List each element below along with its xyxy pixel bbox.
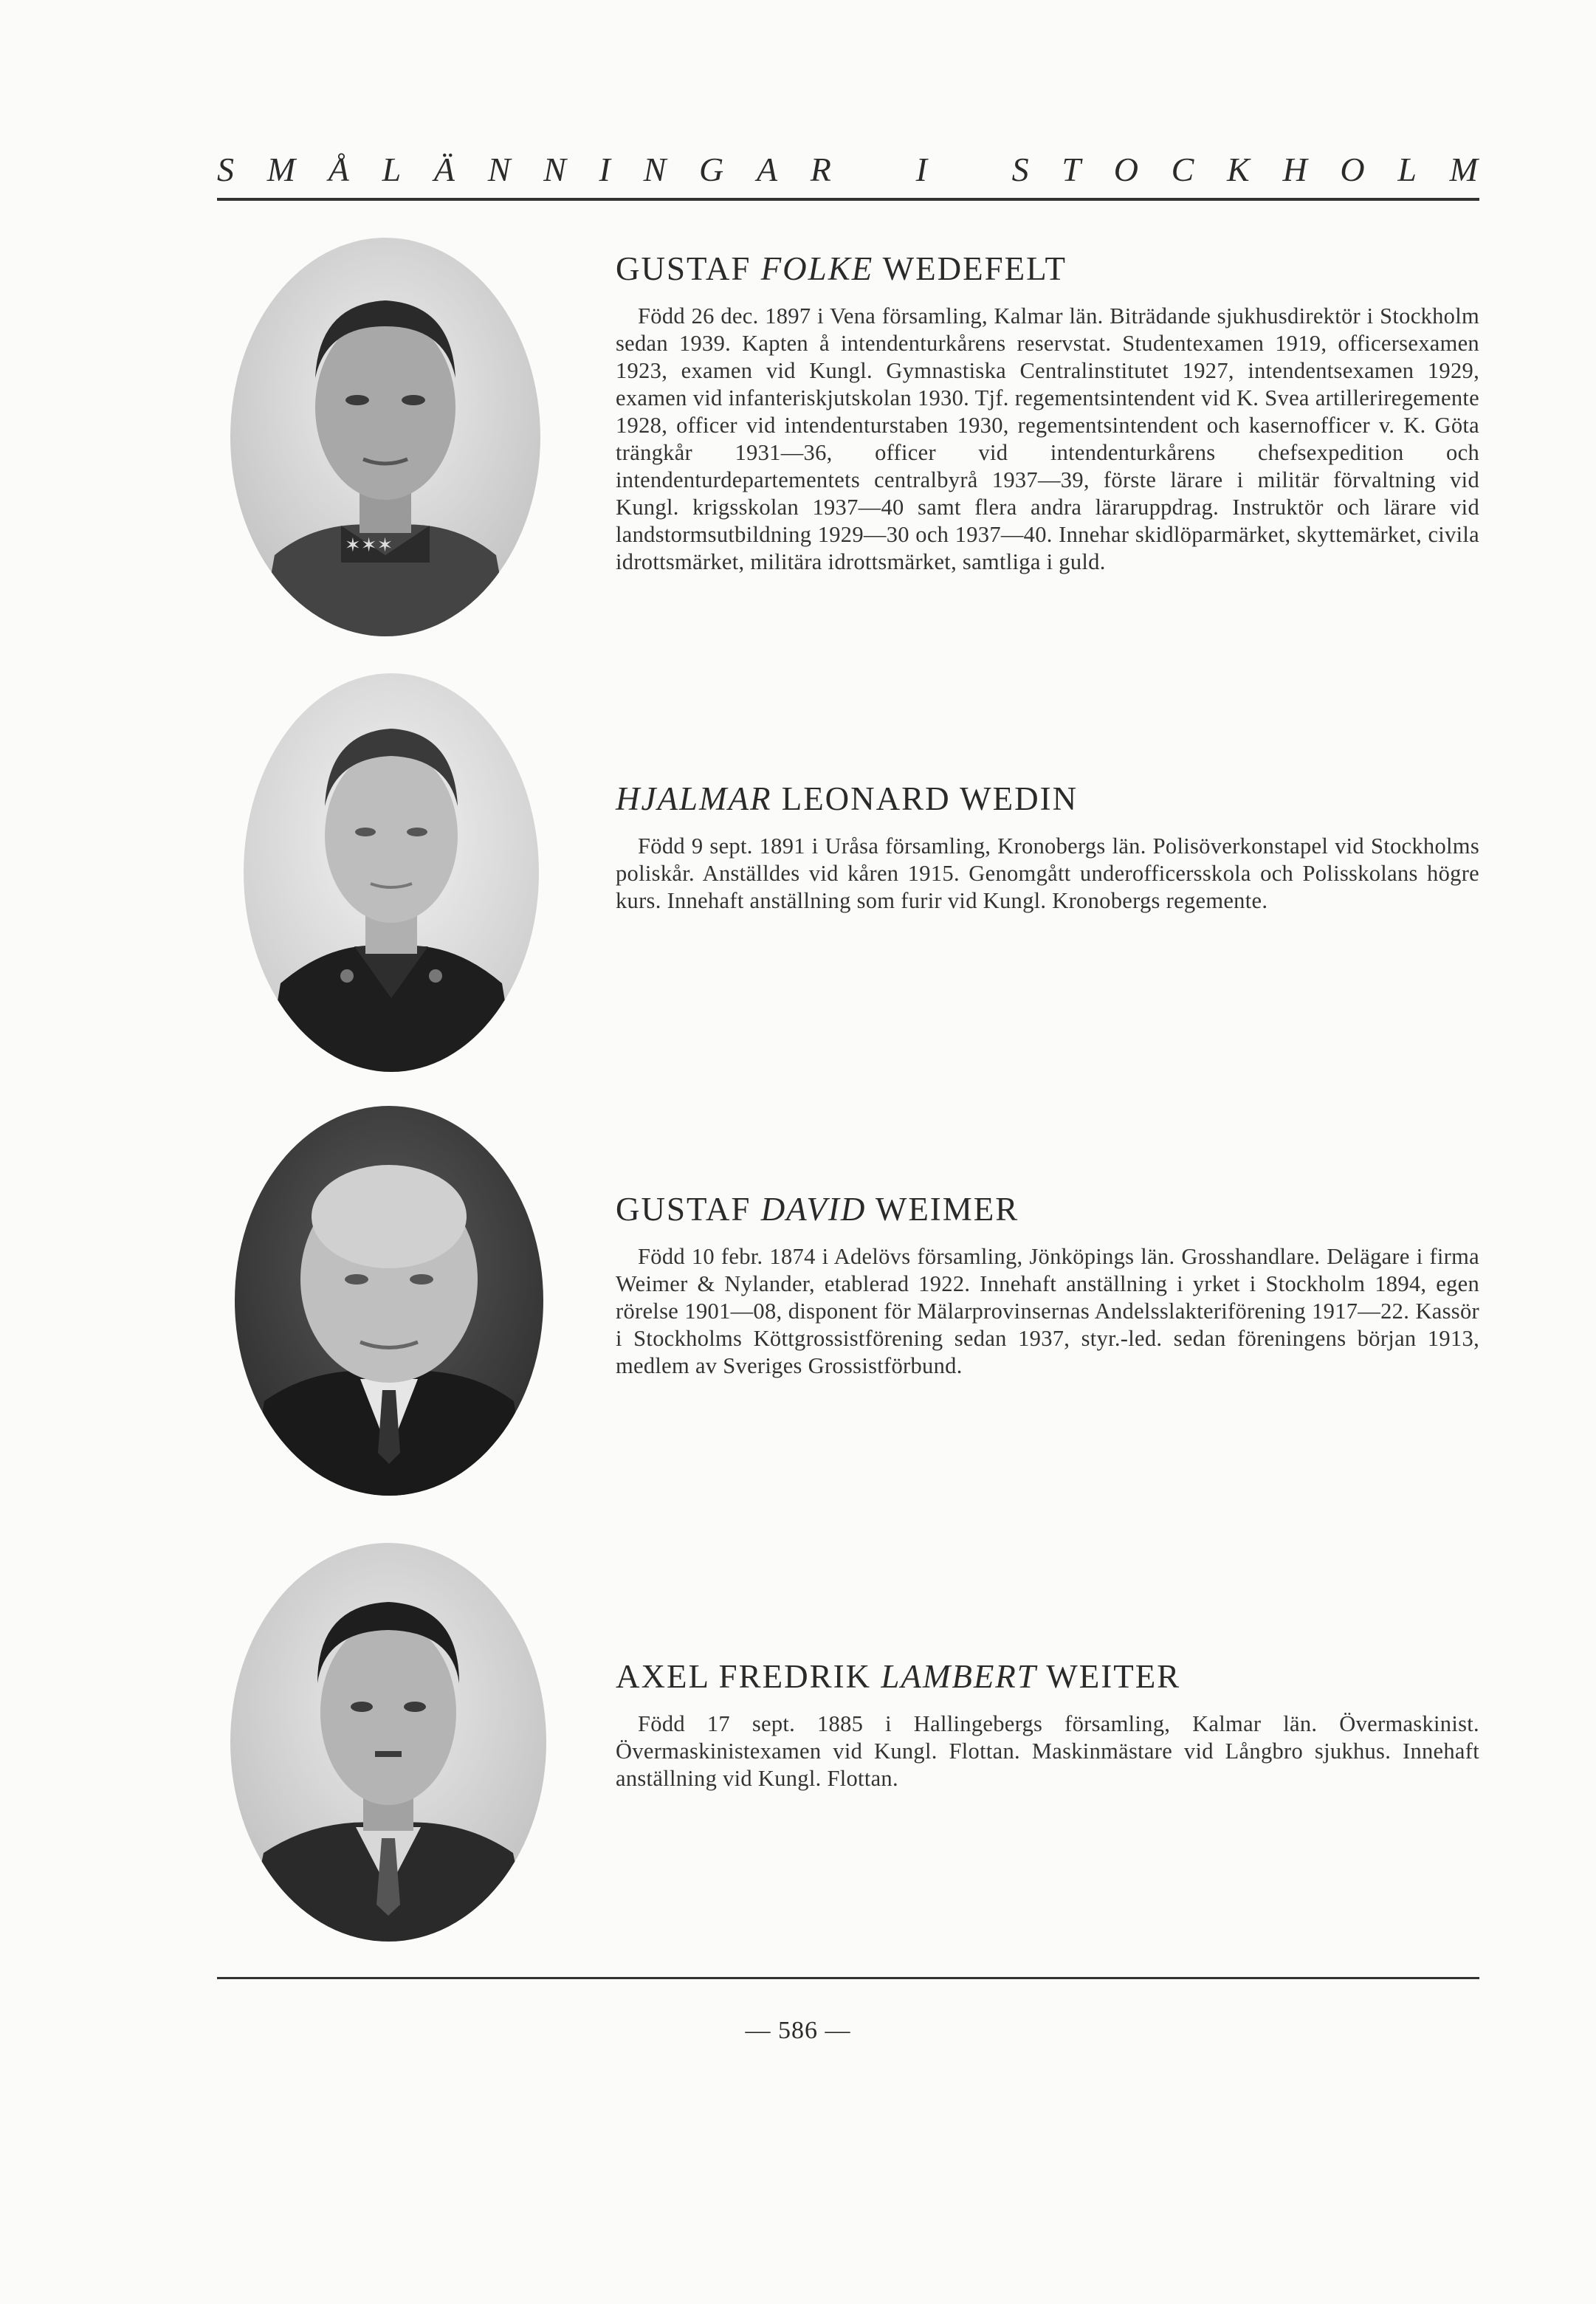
running-head-letter: S <box>217 151 235 188</box>
running-head-letter: I <box>599 151 612 188</box>
running-head-letter: N <box>487 151 512 188</box>
portrait-wedefelt <box>230 238 540 636</box>
portrait-image <box>230 238 540 636</box>
running-head-letter: A <box>756 151 780 188</box>
running-head-letter: S <box>1011 151 1031 188</box>
running-head <box>217 150 1479 189</box>
running-head-letter: C <box>1171 151 1196 188</box>
portrait-image <box>235 1106 543 1496</box>
running-head-letter: T <box>1062 151 1082 188</box>
running-head-letter: L <box>382 151 403 188</box>
running-head-letter: N <box>643 151 668 188</box>
svg-text:✶✶✶: ✶✶✶ <box>345 534 393 557</box>
running-head-letter: N <box>543 151 568 188</box>
entry-name: HJALMAR LEONARD WEDIN <box>616 780 1079 817</box>
running-head-letter: G <box>699 151 726 188</box>
running-head-letter: M <box>266 151 297 188</box>
running-head-letter: O <box>1340 151 1366 188</box>
entry-name: AXEL FREDRIK LAMBERT WEITER <box>616 1658 1181 1695</box>
running-head-letter: H <box>1282 151 1309 188</box>
portrait-image <box>230 1543 546 1942</box>
header-rule <box>217 198 1479 201</box>
running-head-letter: K <box>1227 151 1251 188</box>
portrait-weimer <box>235 1106 543 1496</box>
entry-bio: Född 9 sept. 1891 i Uråsa församling, Kronobergs län. Polisöverkonstapel vid Stockholms poliskår. Anställdes vid kåren 1915. Genomgått underofficersskola och Polisskolans högre kurs. Innehaft anställning som furir vid Kungl. Kronobergs regemente. <box>616 833 1479 913</box>
running-head-letter: L <box>1397 151 1418 188</box>
running-head-letter: I <box>915 151 929 188</box>
running-head-letter: M <box>1449 151 1479 188</box>
portrait-image <box>244 673 539 1072</box>
entry-bio: Född 10 febr. 1874 i Adelövs församling, Jönköpings län. Grosshandlare. Delägare i firma Weimer & Nylander, etablerad 1922. Innehaft anställning i yrket i Stockholm 1894, egen rörelse 1901—08, disponent för Mälarprovinsernas Andelsslakteriförening 1917—22. Kassör i Stockholms Köttgrossistförening sedan 1937, styr.-led. sedan föreningens början 1913, medlem av Sveriges Grossistförbund. <box>616 1244 1479 1378</box>
entry-bio: Född 26 dec. 1897 i Vena församling, Kalmar län. Biträdande sjukhusdirektör i Stockholm sedan 1939. Kapten å intendenturkårens reservstat. Studentexamen 1919, officersexamen 1923, examen vid Kungl. Gymnastiska Centralinstitutet 1927, intendentsexamen 1929, examen vid infanteriskjutskolan 1930. Tjf. regementsintendent vid K. Svea artilleriregemente 1928, officer vid intendenturstaben 1930, regementsintendent och kasernofficer v. K. Göta trängkår 1931—36, officer vid intendenturkårens chefsexpedition och intendenturdepartementets centralbyrå 1937—39, förste lärare i militär förvaltning vid Kungl. krigsskolan 1937—40 samt flera andra läraruppdrag. Instruktör och lärare vid landstormsutbildning 1929—30 och 1937—40. Innehar skidlöparmärket, skyttemärket, civila idrottsmärket, militära idrottsmärket, samtliga i guld. <box>616 303 1479 574</box>
entry-name: GUSTAF FOLKE WEDEFELT <box>616 250 1067 287</box>
running-head-letter: O <box>1113 151 1140 188</box>
portrait-wedin <box>244 673 539 1072</box>
running-head-letter: R <box>810 151 833 188</box>
entry-name: GUSTAF DAVID WEIMER <box>616 1191 1019 1228</box>
running-head-letter: Ä <box>433 151 457 188</box>
page-number: — 586 — <box>745 2017 851 2044</box>
entry-bio: Född 17 sept. 1885 i Hallingebergs församling, Kalmar län. Övermaskinist. Övermaskinistexamen vid Kungl. Flottan. Maskinmästare vid Långbro sjukhus. Innehaft anställning vid Kungl. Flottan. <box>616 1711 1479 1791</box>
footer-rule <box>217 1977 1479 1979</box>
portrait-weiter <box>230 1543 546 1942</box>
running-head-letter: Å <box>328 151 351 188</box>
